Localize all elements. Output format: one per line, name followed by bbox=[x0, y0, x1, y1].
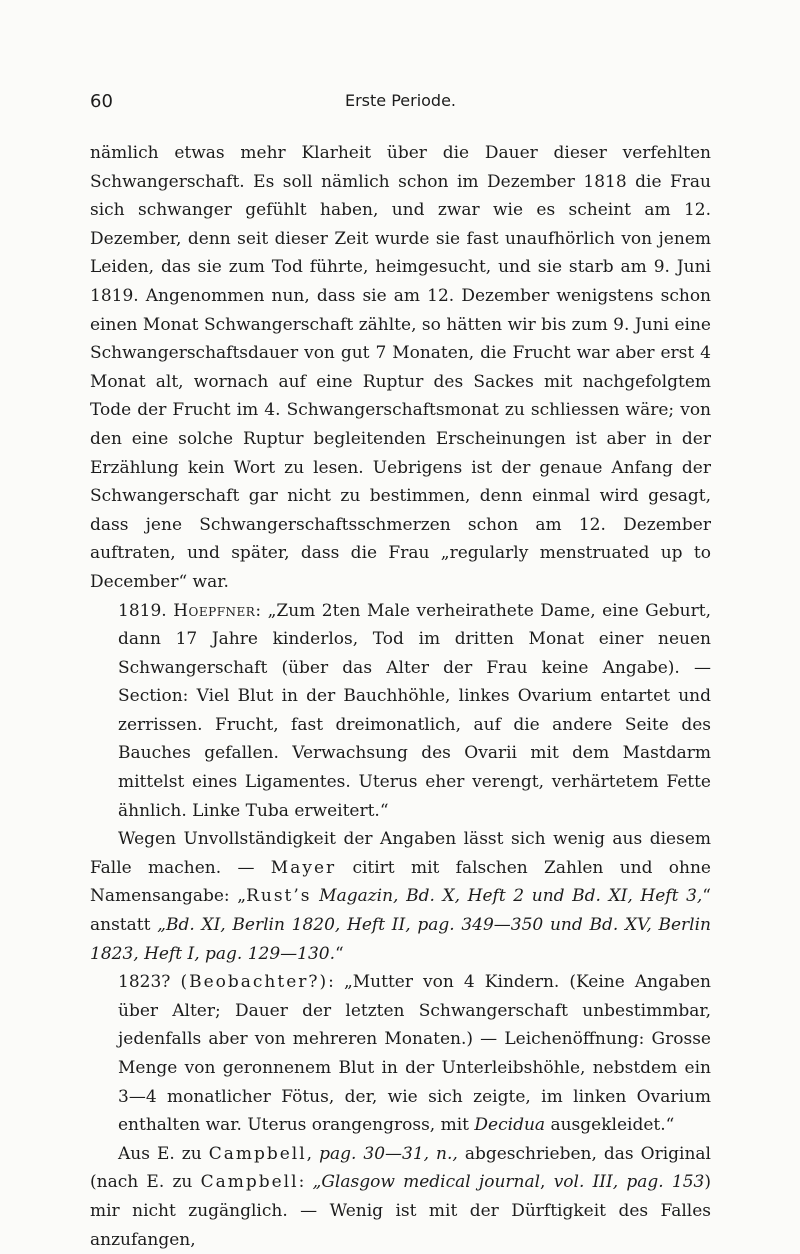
author-mayer: Mayer bbox=[270, 857, 337, 878]
case-source: (Beobachter?) bbox=[180, 972, 329, 993]
citation-italic: „Bd. XI, Berlin 1820, Heft II, pag. 349—350 und Bd. XV, Berlin 1823, Heft I, pag. 129—130. bbox=[90, 915, 712, 964]
source-text: Aus E. zu bbox=[118, 1143, 209, 1164]
commentary-text: Wegen Unvollständigkeit der Angaben lässt sich wenig aus diesem Falle machen. — bbox=[90, 829, 711, 878]
term-italic: Decidua bbox=[474, 1115, 546, 1136]
case-text: : „Zum 2ten Male verheirathete Dame, eine Geburt, dann 17 Jahre kinderlos, Tod im dritten Monat einer neuen Schwangerschaft (über das Alter der Frau keine Angabe). — Section: Viel Blut in der Bauchhöhle, linkes Ovarium entartet und zerrissen. Frucht, fast dreimonatlich, auf die andere Seite des Bauches gefallen. Verwachsung des Ovarii mit dem Mastdarm mittelst eines Ligamentes. Uterus eher verengt, verhärtetem Fette ähnlich. Linke Tuba erweitert.“ bbox=[118, 600, 711, 821]
citation-italic: vol. III, pag. 153 bbox=[553, 1172, 705, 1193]
paragraph-continuation: nämlich etwas mehr Klarheit über die Dauer dieser verfehlten Schwangerschaft. Es soll nämlich schon im Dezember 1818 die Frau sich schwanger gefühlt haben, und zwar wie es scheint am 12. Dezember, denn seit dieser Zeit wurde sie fast unaufhörlich von jenem Leiden, das sie zum Tod führte, heimgesucht, und sie starb am 9. Juni 1819. Angenommen nun, dass sie am 12. Dezember wenigstens schon einen Monat Schwangerschaft zählte, so hätten wir bis zum 9. Juni eine Schwangerschaftsdauer von gut 7 Monaten, die Frucht war aber erst 4 Monat alt, wornach auf eine Ruptur des Sackes mit nachgefolgtem Tode der Frucht im 4. Schwangerschaftsmonat zu schliessen wäre; von den eine solche Ruptur begleitenden Erscheinungen ist aber in der Erzählung kein Wort zu lesen. Uebrigens ist der genaue Anfang der Schwangerschaft gar nicht zu bestimmen, denn einmal wird gesagt, dass jene Schwangerschaftsschmerzen schon am 12. Dezember auftraten, und später, dass die Frau „regularly menstruated up to December“ war. bbox=[90, 143, 711, 592]
citation-italic: „Glasgow medical journal bbox=[312, 1172, 541, 1193]
commentary-text: “ anstatt bbox=[90, 886, 711, 936]
running-head: Erste Periode. bbox=[344, 91, 457, 110]
author-campbell: Campbell bbox=[208, 1143, 307, 1164]
source-text: , bbox=[540, 1172, 554, 1193]
case-text: : „Mutter von 4 Kindern. (Keine Angaben über Alter; Dauer der letzten Schwangerschaft unbestimmbar, jedenfalls aber von mehreren Monaten.) — Leichenöffnung: Grosse Menge von geronnenem Blut in der Unterleibshöhle, nebstdem ein 3—4 monatlicher Fötus, der, wie sich zeigte, im linken Ovarium enthalten war. Uterus orangengross, mit bbox=[118, 972, 711, 1136]
source-text: , bbox=[306, 1143, 320, 1164]
source-text: abgeschrieben, das Original (nach E. zu bbox=[90, 1143, 711, 1193]
body-text bbox=[90, 139, 711, 1254]
case-year: 1823? bbox=[118, 972, 171, 993]
page-header bbox=[90, 91, 711, 117]
commentary-text bbox=[312, 886, 320, 906]
page-number: 60 bbox=[90, 91, 113, 112]
case-year: 1819. bbox=[118, 600, 167, 621]
case-1819 bbox=[90, 597, 711, 826]
source-text: ) mir nicht zugänglich. — Wenig ist mit der Dürftigkeit des Falles anzufangen, bbox=[90, 1172, 711, 1250]
citation-italic: Magazin, Bd. X, Heft 2 und Bd. XI, Heft 3, bbox=[319, 886, 703, 907]
author-campbell: Campbell bbox=[200, 1172, 299, 1193]
source-text: : bbox=[298, 1172, 313, 1193]
case-author: Hoepfner bbox=[173, 600, 256, 621]
citation-italic: pag. 30—31, n., bbox=[319, 1143, 458, 1164]
source-paragraph bbox=[90, 1140, 711, 1254]
case-1823 bbox=[90, 968, 711, 1140]
case-text: ausgekleidet.“ bbox=[545, 1115, 675, 1136]
commentary-text: citirt mit falschen Zahlen und ohne Namensangabe: „ bbox=[90, 857, 711, 907]
commentary-paragraph bbox=[90, 825, 711, 968]
author-rust: Rust’s bbox=[246, 886, 312, 907]
commentary-text: “ bbox=[335, 943, 344, 964]
